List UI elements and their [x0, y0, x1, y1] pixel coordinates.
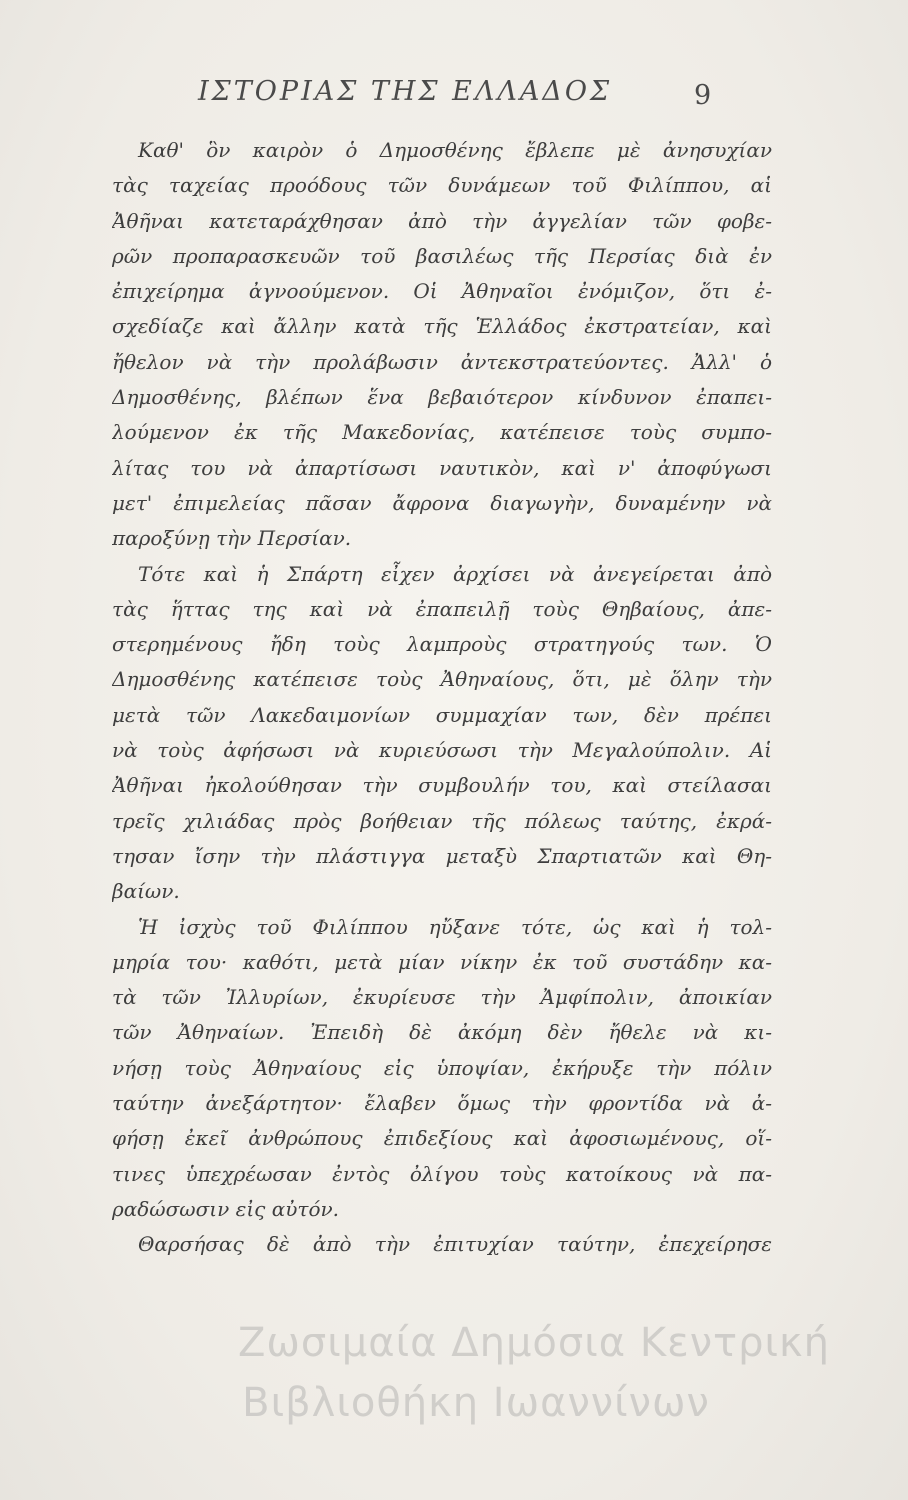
- text-line: τὰς ἥττας της καὶ νὰ ἐπαπειλῇ τοὺς Θηβαίους, ἀπε-: [112, 596, 772, 621]
- running-title: ΙΣΤΟΡΙΑΣ ΤΗΣ ΕΛΛΑΔΟΣ: [198, 76, 613, 107]
- text-line: λούμενον ἐκ τῆς Μακεδονίας, κατέπεισε τοὺς συμπο-: [112, 420, 772, 445]
- text-line: φήσῃ ἐκεῖ ἀνθρώπους ἐπιδεξίους καὶ ἀφοσιωμένους, οἵ-: [112, 1126, 772, 1151]
- paragraph-4: [112, 1227, 772, 1262]
- text-line: Ἀθῆναι ἠκολούθησαν τὴν συμβουλήν του, καὶ στείλασαι: [112, 773, 772, 798]
- page-header: [0, 76, 908, 116]
- text-line: ραδώσωσιν εἰς αὐτόν.: [112, 1196, 340, 1221]
- text-line: νήσῃ τοὺς Ἀθηναίους εἰς ὑποψίαν, ἐκήρυξε τὴν πόλιν: [112, 1055, 772, 1080]
- text-line: μετὰ τῶν Λακεδαιμονίων συμμαχίαν των, δὲν πρέπει: [112, 702, 772, 727]
- page-number: 9: [694, 80, 712, 111]
- text-line: Θαρσήσας δὲ ἀπὸ τὴν ἐπιτυχίαν ταύτην, ἐπεχείρησε: [138, 1232, 772, 1257]
- text-line: μηρία του· καθότι, μετὰ μίαν νίκην ἐκ τοῦ συστάδην κα-: [112, 949, 772, 974]
- text-line: παροξύνῃ τὴν Περσίαν.: [112, 526, 352, 551]
- text-line: Καθ' ὃν καιρὸν ὁ Δημοσθένης ἔβλεπε μὲ ἀνησυχίαν: [138, 138, 772, 162]
- text-line: Ἀθῆναι κατεταράχθησαν ἀπὸ τὴν ἀγγελίαν τῶν φοβε-: [112, 208, 772, 233]
- text-line: Δημοσθένης, βλέπων ἕνα βεβαιότερον κίνδυνον ἐπαπει-: [112, 385, 772, 410]
- text-line: τρεῖς χιλιάδας πρὸς βοήθειαν τῆς πόλεως ταύτης, ἐκρά-: [112, 808, 772, 833]
- text-line: ταύτην ἀνεξάρτητον· ἔλαβεν ὅμως τὴν φροντίδα νὰ ἀ-: [112, 1091, 772, 1116]
- text-line: ρῶν προπαρασκευῶν τοῦ βασιλέως τῆς Περσίας διὰ ἐν: [112, 243, 772, 268]
- text-line: Ἡ ἰσχὺς τοῦ Φιλίππου ηὔξανε τότε, ὡς καὶ ἡ τολ-: [138, 914, 772, 939]
- text-line: τὰ τῶν Ἰλλυρίων, ἐκυρίευσε τὴν Ἀμφίπολιν, ἀποικίαν: [112, 985, 772, 1010]
- text-line: τῶν Ἀθηναίων. Ἐπειδὴ δὲ ἀκόμη δὲν ἤθελε νὰ κι-: [112, 1020, 772, 1045]
- paragraph-2: [112, 557, 772, 910]
- text-line: τησαν ἴσην τὴν πλάστιγγα μεταξὺ Σπαρτιατῶν καὶ Θη-: [112, 843, 772, 868]
- library-watermark-line-2: Βιβλιοθήκη Ιωαννίνων: [242, 1380, 710, 1426]
- library-watermark-line-1: Ζωσιμαία Δημόσια Κεντρική: [238, 1320, 830, 1366]
- text-line: ἤθελον νὰ τὴν προλάβωσιν ἀντεκστρατεύοντες. Ἀλλ' ὁ: [112, 349, 772, 374]
- text-line: ἐπιχείρημα ἀγνοούμενον. Οἱ Ἀθηναῖοι ἐνόμιζον, ὅτι ἐ-: [112, 279, 772, 304]
- paragraph-3: [112, 910, 772, 1228]
- body-text: [112, 133, 772, 1263]
- text-line: Τότε καὶ ἡ Σπάρτη εἶχεν ἀρχίσει νὰ ἀνεγείρεται ἀπὸ: [138, 561, 772, 586]
- text-line: νὰ τοὺς ἀφήσωσι νὰ κυριεύσωσι τὴν Μεγαλούπολιν. Αἱ: [112, 738, 772, 763]
- text-line: σχεδίαζε καὶ ἄλλην κατὰ τῆς Ἑλλάδος ἐκστρατείαν, καὶ: [112, 314, 772, 339]
- text-line: βαίων.: [112, 879, 180, 904]
- text-line: λίτας του νὰ ἀπαρτίσωσι ναυτικὸν, καὶ ν' ἀποφύγωσι: [112, 455, 772, 480]
- text-line: στερημένους ἤδη τοὺς λαμπροὺς στρατηγούς των. Ὁ: [112, 632, 772, 657]
- text-line: Δημοσθένης κατέπεισε τοὺς Ἀθηναίους, ὅτι, μὲ ὅλην τὴν: [112, 667, 772, 692]
- paragraph-1: [112, 133, 772, 557]
- text-line: τὰς ταχείας προόδους τῶν δυνάμεων τοῦ Φιλίππου, αἱ: [112, 173, 772, 198]
- text-line: μετ' ἐπιμελείας πᾶσαν ἄφρονα διαγωγὴν, δυναμένην νὰ: [112, 490, 772, 515]
- text-line: τινες ὑπεχρέωσαν ἐντὸς ὀλίγου τοὺς κατοίκους νὰ πα-: [112, 1161, 772, 1186]
